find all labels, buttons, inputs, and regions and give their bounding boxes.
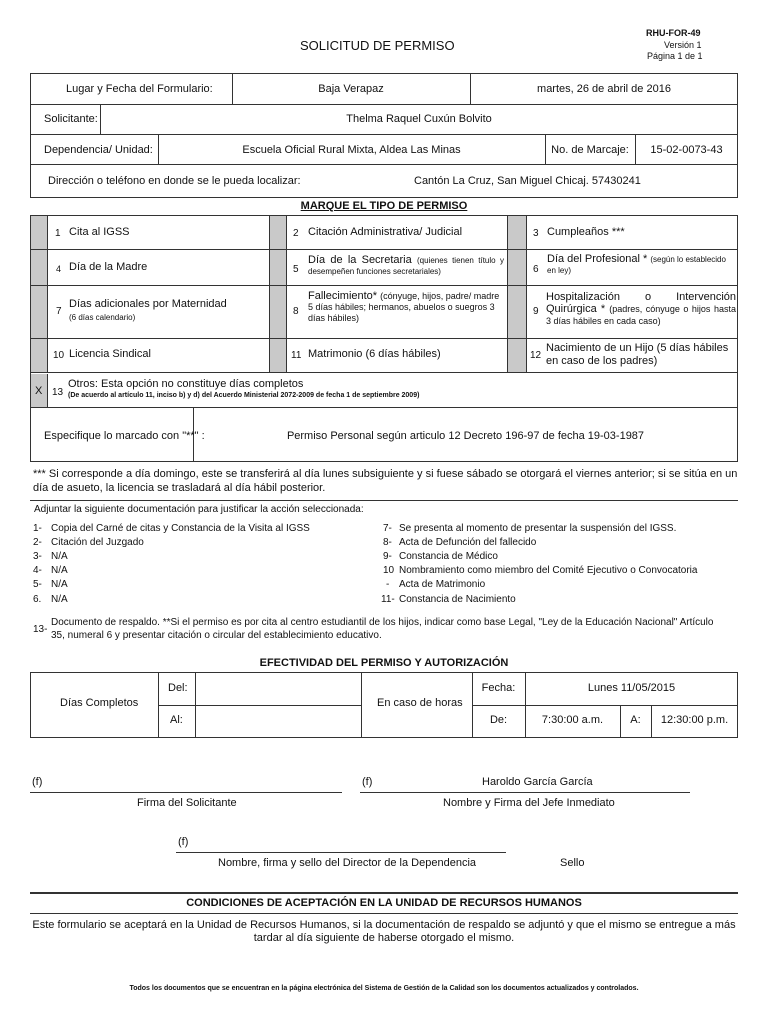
- permit-num: 2: [293, 228, 299, 239]
- permit-label: Día de la Madre: [69, 261, 148, 273]
- permit-note: (quienes tienen título y desempeñen funciones secretariales): [308, 256, 505, 276]
- permit-label: Matrimonio (6 días hábiles): [308, 348, 441, 360]
- permit-label: Citación Administrativa/ Judicial: [308, 226, 463, 238]
- marcaje-label: No. de Marcaje:: [551, 144, 629, 156]
- permit-label: Nacimiento de un Hijo (5 días hábiles en caso de los padres): [546, 342, 729, 367]
- applicant-label: Solicitante:: [44, 113, 98, 125]
- doc-text: Nombramiento como miembro del Comité Ejecutivo o Convocatoria: [399, 565, 698, 576]
- doc-text: Se presenta al momento de presentar la suspensión del IGSS.: [399, 523, 677, 534]
- checkbox-cell[interactable]: [31, 216, 48, 372]
- permit-num: 11: [291, 350, 302, 361]
- conditions-heading: CONDICIONES DE ACEPTACIÓN EN LA UNIDAD DE RECURSOS HUMANOS: [186, 897, 582, 909]
- to-time-field[interactable]: 12:30:00 p.m.: [660, 714, 729, 726]
- doc-text: Constancia de Médico: [399, 551, 498, 562]
- checkbox-cell[interactable]: [508, 216, 527, 372]
- permit-label: Días adicionales por Maternidad: [69, 298, 227, 310]
- director-sig-label: Nombre, firma y sello del Director de la Dependencia: [218, 857, 477, 869]
- hours-label: En caso de horas: [377, 697, 463, 709]
- doc-num: 3-: [33, 551, 42, 562]
- permit-label: Día de la Secretaria: [308, 254, 412, 266]
- other-mark: X: [35, 385, 43, 397]
- from-label: Del:: [168, 682, 188, 694]
- permit-num: 1: [55, 228, 61, 239]
- sig-f-applicant: (f): [32, 776, 43, 788]
- applicant-sig-label: Firma del Solicitante: [137, 797, 237, 809]
- docs-intro: Adjuntar la siguiente documentación para justificar la acción seleccionada:: [34, 504, 364, 515]
- permit-label: Cita al IGSS: [69, 226, 130, 238]
- doc-num: 11-: [381, 594, 395, 605]
- footnote: *** Si corresponde a día domingo, este se transferirá al día lunes subsiguiente y si fuese sábado se otorgará el viernes anterior; si se sitúa en un día de asueto, la licencia se trasladará al día hábil posterior.: [33, 468, 738, 494]
- sig-f-boss: (f): [362, 776, 373, 788]
- permit-num: 4: [56, 264, 62, 274]
- address-value: Cantón La Cruz, San Miguel Chicaj. 57430241: [414, 175, 641, 187]
- permit-num: 9: [533, 306, 539, 317]
- permit-label: Día del Profesional *: [547, 253, 648, 265]
- doc-num: 10: [383, 565, 395, 576]
- from-date-field[interactable]: [196, 673, 360, 704]
- other-label: Otros: Esta opción no constituye días completos: [68, 378, 304, 390]
- place-value: Baja Verapaz: [318, 83, 384, 95]
- conditions-text: Este formulario se aceptará en la Unidad de Recursos Humanos, si la documentación de respaldo se adjuntó y que el mismo se entregue a más tardar al día siguiente de haberse otorgado el mismo.: [32, 919, 736, 944]
- page-title: SOLICITUD DE PERMISO: [300, 38, 455, 53]
- sig-f-director: (f): [178, 836, 189, 848]
- doc-text: N/A: [51, 551, 68, 562]
- permit-num: 6: [533, 264, 539, 275]
- applicant-value: Thelma Raquel Cuxún Bolvito: [346, 113, 492, 125]
- permit-label: Fallecimiento*: [308, 290, 378, 302]
- effectiveness-heading: EFECTIVIDAD DEL PERMISO Y AUTORIZACIÓN: [259, 657, 509, 669]
- boss-sig-label: Nombre y Firma del Jefe Inmediato: [443, 797, 615, 809]
- specify-value: Permiso Personal según articulo 12 Decreto 196-97 de fecha 19-03-1987: [286, 430, 645, 442]
- permit-num: 8: [293, 306, 299, 317]
- permit-num: 10: [53, 350, 65, 361]
- seal-label: Sello: [560, 857, 585, 869]
- permit-label: Licencia Sindical: [69, 348, 151, 360]
- permit-label: Cumpleaños ***: [547, 226, 625, 238]
- form-page: Página 1 de 1: [647, 51, 703, 61]
- boss-sig-line[interactable]: [360, 792, 690, 793]
- doc-num: 6.: [33, 594, 42, 605]
- permit-note: (según lo establecido en ley): [547, 255, 726, 275]
- doc-text: Constancia de Nacimiento: [399, 594, 516, 605]
- doc-text: N/A: [51, 565, 68, 576]
- from-time-field[interactable]: 7:30:00 a.m.: [541, 714, 604, 726]
- doc-text: Citación del Juzgado: [51, 537, 144, 548]
- doc-text: N/A: [51, 579, 68, 590]
- doc-num: 9-: [383, 551, 392, 562]
- footer-note: Todos los documentos que se encuentran en la página electrónica del Sistema de Gestión de la Calidad son los documentos actualizados y controlados.: [129, 985, 639, 992]
- date-field[interactable]: Lunes 11/05/2015: [587, 682, 676, 694]
- place-date-label: Lugar y Fecha del Formulario:: [66, 83, 213, 95]
- doc-num: 7-: [383, 523, 392, 534]
- doc-num: -: [386, 579, 390, 590]
- date-value: martes, 26 de abril de 2016: [537, 83, 671, 95]
- address-label: Dirección o teléfono en donde se le pueda localizar:: [48, 175, 301, 187]
- date-label: Fecha:: [481, 682, 516, 694]
- permit-note: (padres, cónyuge o hijos hasta 3 días hábiles en cada caso): [546, 304, 736, 326]
- specify-label: Especifique lo marcado con "**" :: [44, 430, 205, 442]
- permit-num: 7: [56, 306, 62, 317]
- permit-note: (6 días calendario): [69, 313, 136, 322]
- doc-num: 4-: [33, 565, 42, 576]
- other-note: (De acuerdo al artículo 11, inciso b) y d) del Acuerdo Ministerial 2072-2009 de fecha 1 de septiembre 2009): [68, 392, 420, 399]
- to-label: Al:: [170, 714, 183, 726]
- permit-note: (cónyuge, hijos, padre/ madre 5 días hábiles; hermanos, abuelos o suegros 3 días hábiles): [308, 291, 500, 323]
- director-sig-line[interactable]: [176, 852, 506, 853]
- permit-num: 5: [293, 264, 299, 275]
- doc-text: Acta de Matrimonio: [399, 579, 486, 590]
- other-num: 13: [52, 387, 64, 398]
- permit-num: 12: [530, 350, 542, 361]
- checkbox-cell[interactable]: [270, 216, 287, 372]
- form-code: RHU-FOR-49: [646, 28, 701, 38]
- unit-value: Escuela Oficial Rural Mixta, Aldea Las Minas: [242, 144, 461, 156]
- boss-name: Haroldo García García: [482, 776, 593, 788]
- doc-text: Acta de Defunción del fallecido: [399, 537, 537, 548]
- permit-label: Hospitalización o Intervención Quirúrgica *: [546, 291, 736, 315]
- applicant-sig-line[interactable]: [30, 792, 342, 793]
- doc-13-text: Documento de respaldo. **Si el permiso es por cita al centro estudiantil de los hijos, indicar como base Legal, "Ley de la Educación Nacional" Artículo 35, numeral 6 y presentar citación o circular del establecimiento educativo.: [51, 617, 714, 641]
- doc-num: 8-: [383, 537, 392, 548]
- form-version: Versión 1: [664, 40, 702, 50]
- doc-num: 1-: [33, 523, 42, 534]
- doc-text: N/A: [51, 594, 68, 605]
- permit-type-heading: MARQUE EL TIPO DE PERMISO: [300, 200, 468, 212]
- unit-label: Dependencia/ Unidad:: [44, 144, 153, 156]
- to-date-field[interactable]: [196, 706, 360, 737]
- doc-num: 13-: [33, 624, 48, 635]
- full-days-label: Días Completos: [60, 697, 139, 709]
- to2-label: A:: [630, 714, 641, 726]
- from2-label: De:: [489, 714, 508, 726]
- doc-text: Copia del Carné de citas y Constancia de la Visita al IGSS: [51, 523, 310, 534]
- permit-num: 3: [533, 228, 539, 239]
- doc-num: 5-: [33, 579, 42, 590]
- doc-num: 2-: [33, 537, 42, 548]
- marcaje-value: 15-02-0073-43: [650, 144, 723, 156]
